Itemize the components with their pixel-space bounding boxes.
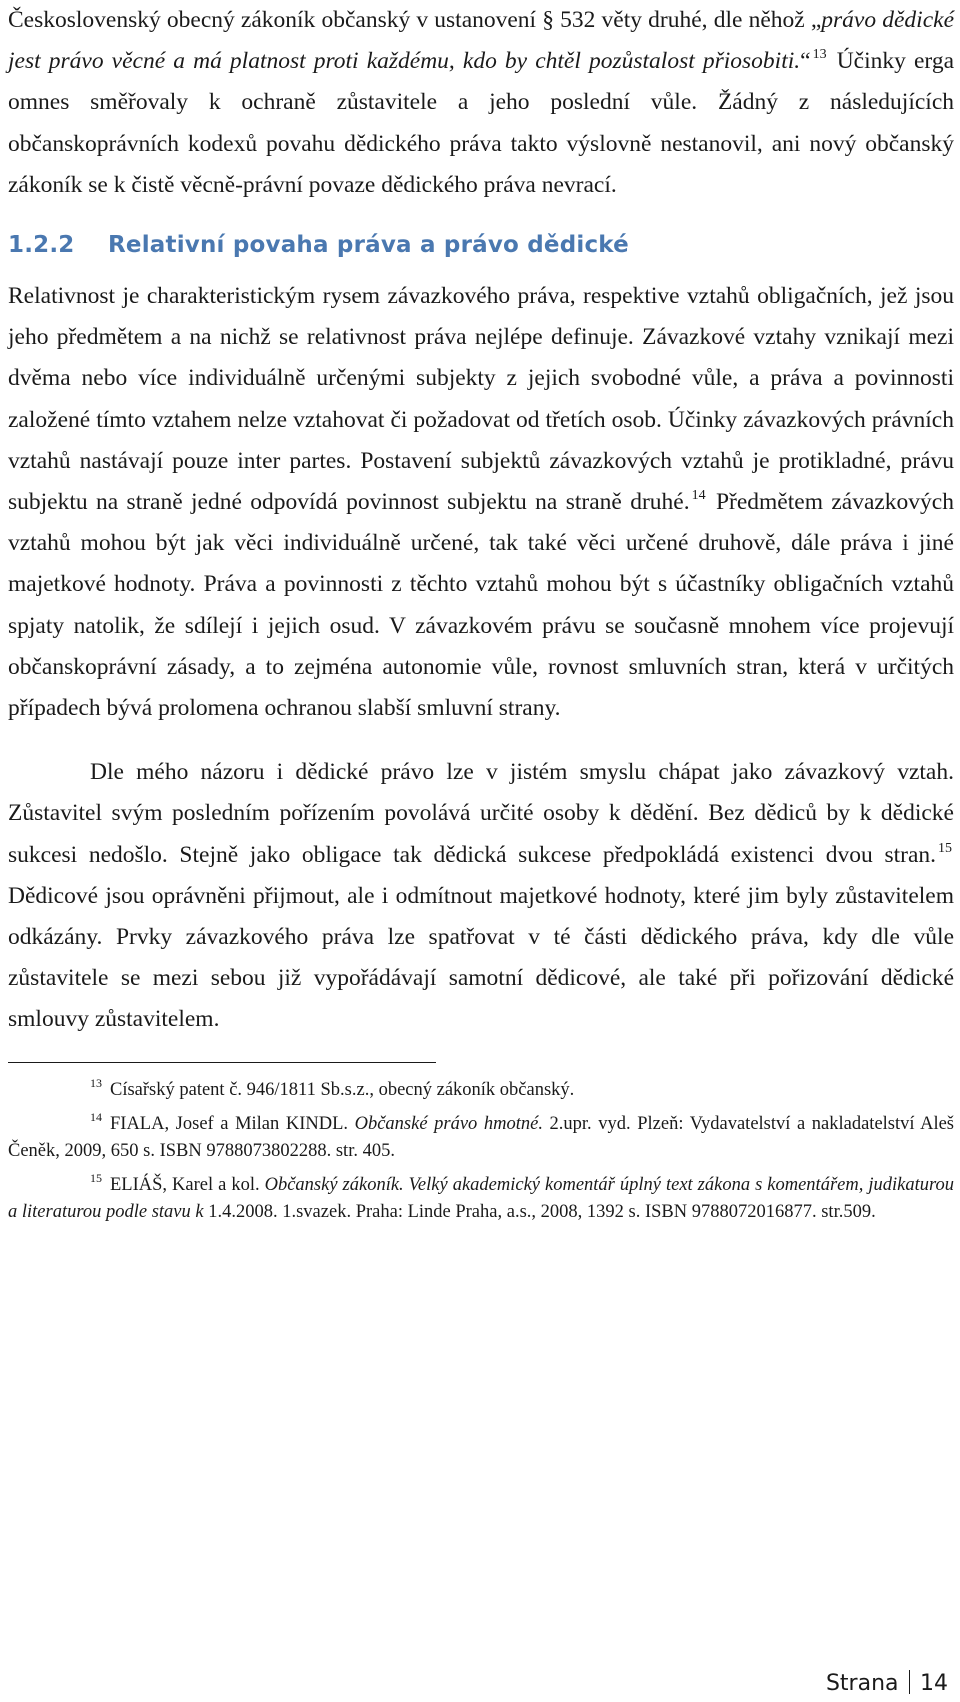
footnote-ref-13[interactable]: 13 [812,47,827,63]
paragraph-text: Předmětem závazkových vztahů mohou být jak věci individuálně určené, tak také věci určené druhově, dále práva i jiné majetkové hodnoty. Práva a povinnosti z těchto vztahů mohou být s účastníky obligačních vztahů spjaty natolik, že sdílejí i jejich osud. V závazkovém právu se současně mnohem více projevují občanskoprávní zásady, a to zejména autonomie vůle, rovnost smluvních stran, která v určitých případech bývá prolomena ochranou slabší smluvní strany. [8,489,954,722]
footnote-text: Císařský patent č. 946/1811 Sb.s.z., obecný zákoník občanský. [110,1079,575,1100]
paragraph-text: Dědicové jsou oprávněni přijmout, ale i odmítnout majetkové hodnoty, které jim byly zůstavitelem odkázány. Prvky závazkového práva lze spatřovat v té části dědického práva, kdy dle vůle zůstavitele se mezi sebou již vypořádávají samotní dědicové, ale také při pořizování dědické smlouvy zůstavitelem. [8,882,954,1033]
footnote-text: 2.upr. vyd. Plzeň: Vydavatelství a nakladatelství Aleš Čeněk, 2009, 650 s. ISBN 9788073802288. str. 405. [8,1114,954,1161]
quoted-provision: právo dědické jest právo věcné a má platnost proti každému, kdo by chtěl pozůstalost přiosobiti. [8,7,954,75]
footnote-15 [8,1172,954,1225]
footnote-separator [8,1062,436,1063]
section-number: 1.2.2 [8,232,75,259]
paragraph-relativity [8,276,954,729]
footnote-text: ELIÁŠ, Karel a kol. [110,1175,265,1196]
footnote-title: Občanské právo hmotné. [354,1114,543,1135]
section-title: Relativní povaha práva a právo dědické [108,232,629,259]
footnote-number: 15 [90,1171,102,1186]
footnote-13 [8,1077,954,1104]
footnote-ref-15[interactable]: 15 [938,840,952,856]
paragraph-inheritance-civil-code [8,0,954,206]
footnote-14 [8,1111,954,1164]
footnote-ref-14[interactable]: 14 [691,488,706,504]
page-footer [826,1670,948,1698]
page-number: 14 [920,1671,948,1696]
closing-quote: “ [800,48,811,75]
footer-label: Strana [825,1671,899,1696]
footnote-number: 14 [90,1110,102,1125]
footnote-text: 1.4.2008. 1.svazek. Praha: Linde Praha, a.s., 2008, 1392 s. ISBN 9788072016877. str.509. [203,1201,876,1222]
footnote-text: FIALA, Josef a Milan KINDL. [110,1114,355,1135]
paragraph-text: Účinky erga omnes směřovaly k ochraně zůstavitele a jeho poslední vůle. Žádný z následujících občanskoprávních kodexů povahu dědického práva takto výslovně nestanovil, ani nový občanský zákoník se k čistě věcně-právní povaze dědického práva nevrací. [8,48,954,198]
footnote-title: Občanský zákoník. Velký akademický komentář úplný text zákona s komentářem, judikaturou a literaturou podle stavu k [8,1175,954,1222]
document-page [8,0,954,1233]
paragraph-text: Československý obecný zákoník občanský v ustanovení § 532 věty druhé, dle něhož „ [8,7,822,33]
paragraph-text: Relativnost je charakteristickým rysem závazkového práva, respektive vztahů obligačních, jež jsou jeho předmětem a na nichž se relativnost práva nejlépe definuje. Závazkové vztahy vznikají mezi dvěma nebo více individuálně určenými subjekty z jejich svobodné vůle, a práva a povinnosti založené tímto vztahem nelze vztahovat či požadovat od třetích osob. Účinky závazkových právních vztahů nastávají pouze inter partes. Postavení subjektů závazkových vztahů je protikladné, právu subjektu na straně jedné odpovídá povinnost subjektu na straně druhé. [8,283,954,516]
footer-separator [909,1670,911,1694]
paragraph-author-opinion [8,752,954,1040]
footnote-number: 13 [90,1075,102,1090]
paragraph-text: Dle mého názoru i dědické právo lze v jistém smyslu chápat jako závazkový vztah. Zůstavitel svým posledním pořízením povolává určité osoby k dědění. Bez dědiců by k dědické sukcesi nedošlo. Stejně jako obligace tak dědická sukcese předpokládá existenci dvou stran. [8,759,954,868]
section-heading [8,228,954,262]
